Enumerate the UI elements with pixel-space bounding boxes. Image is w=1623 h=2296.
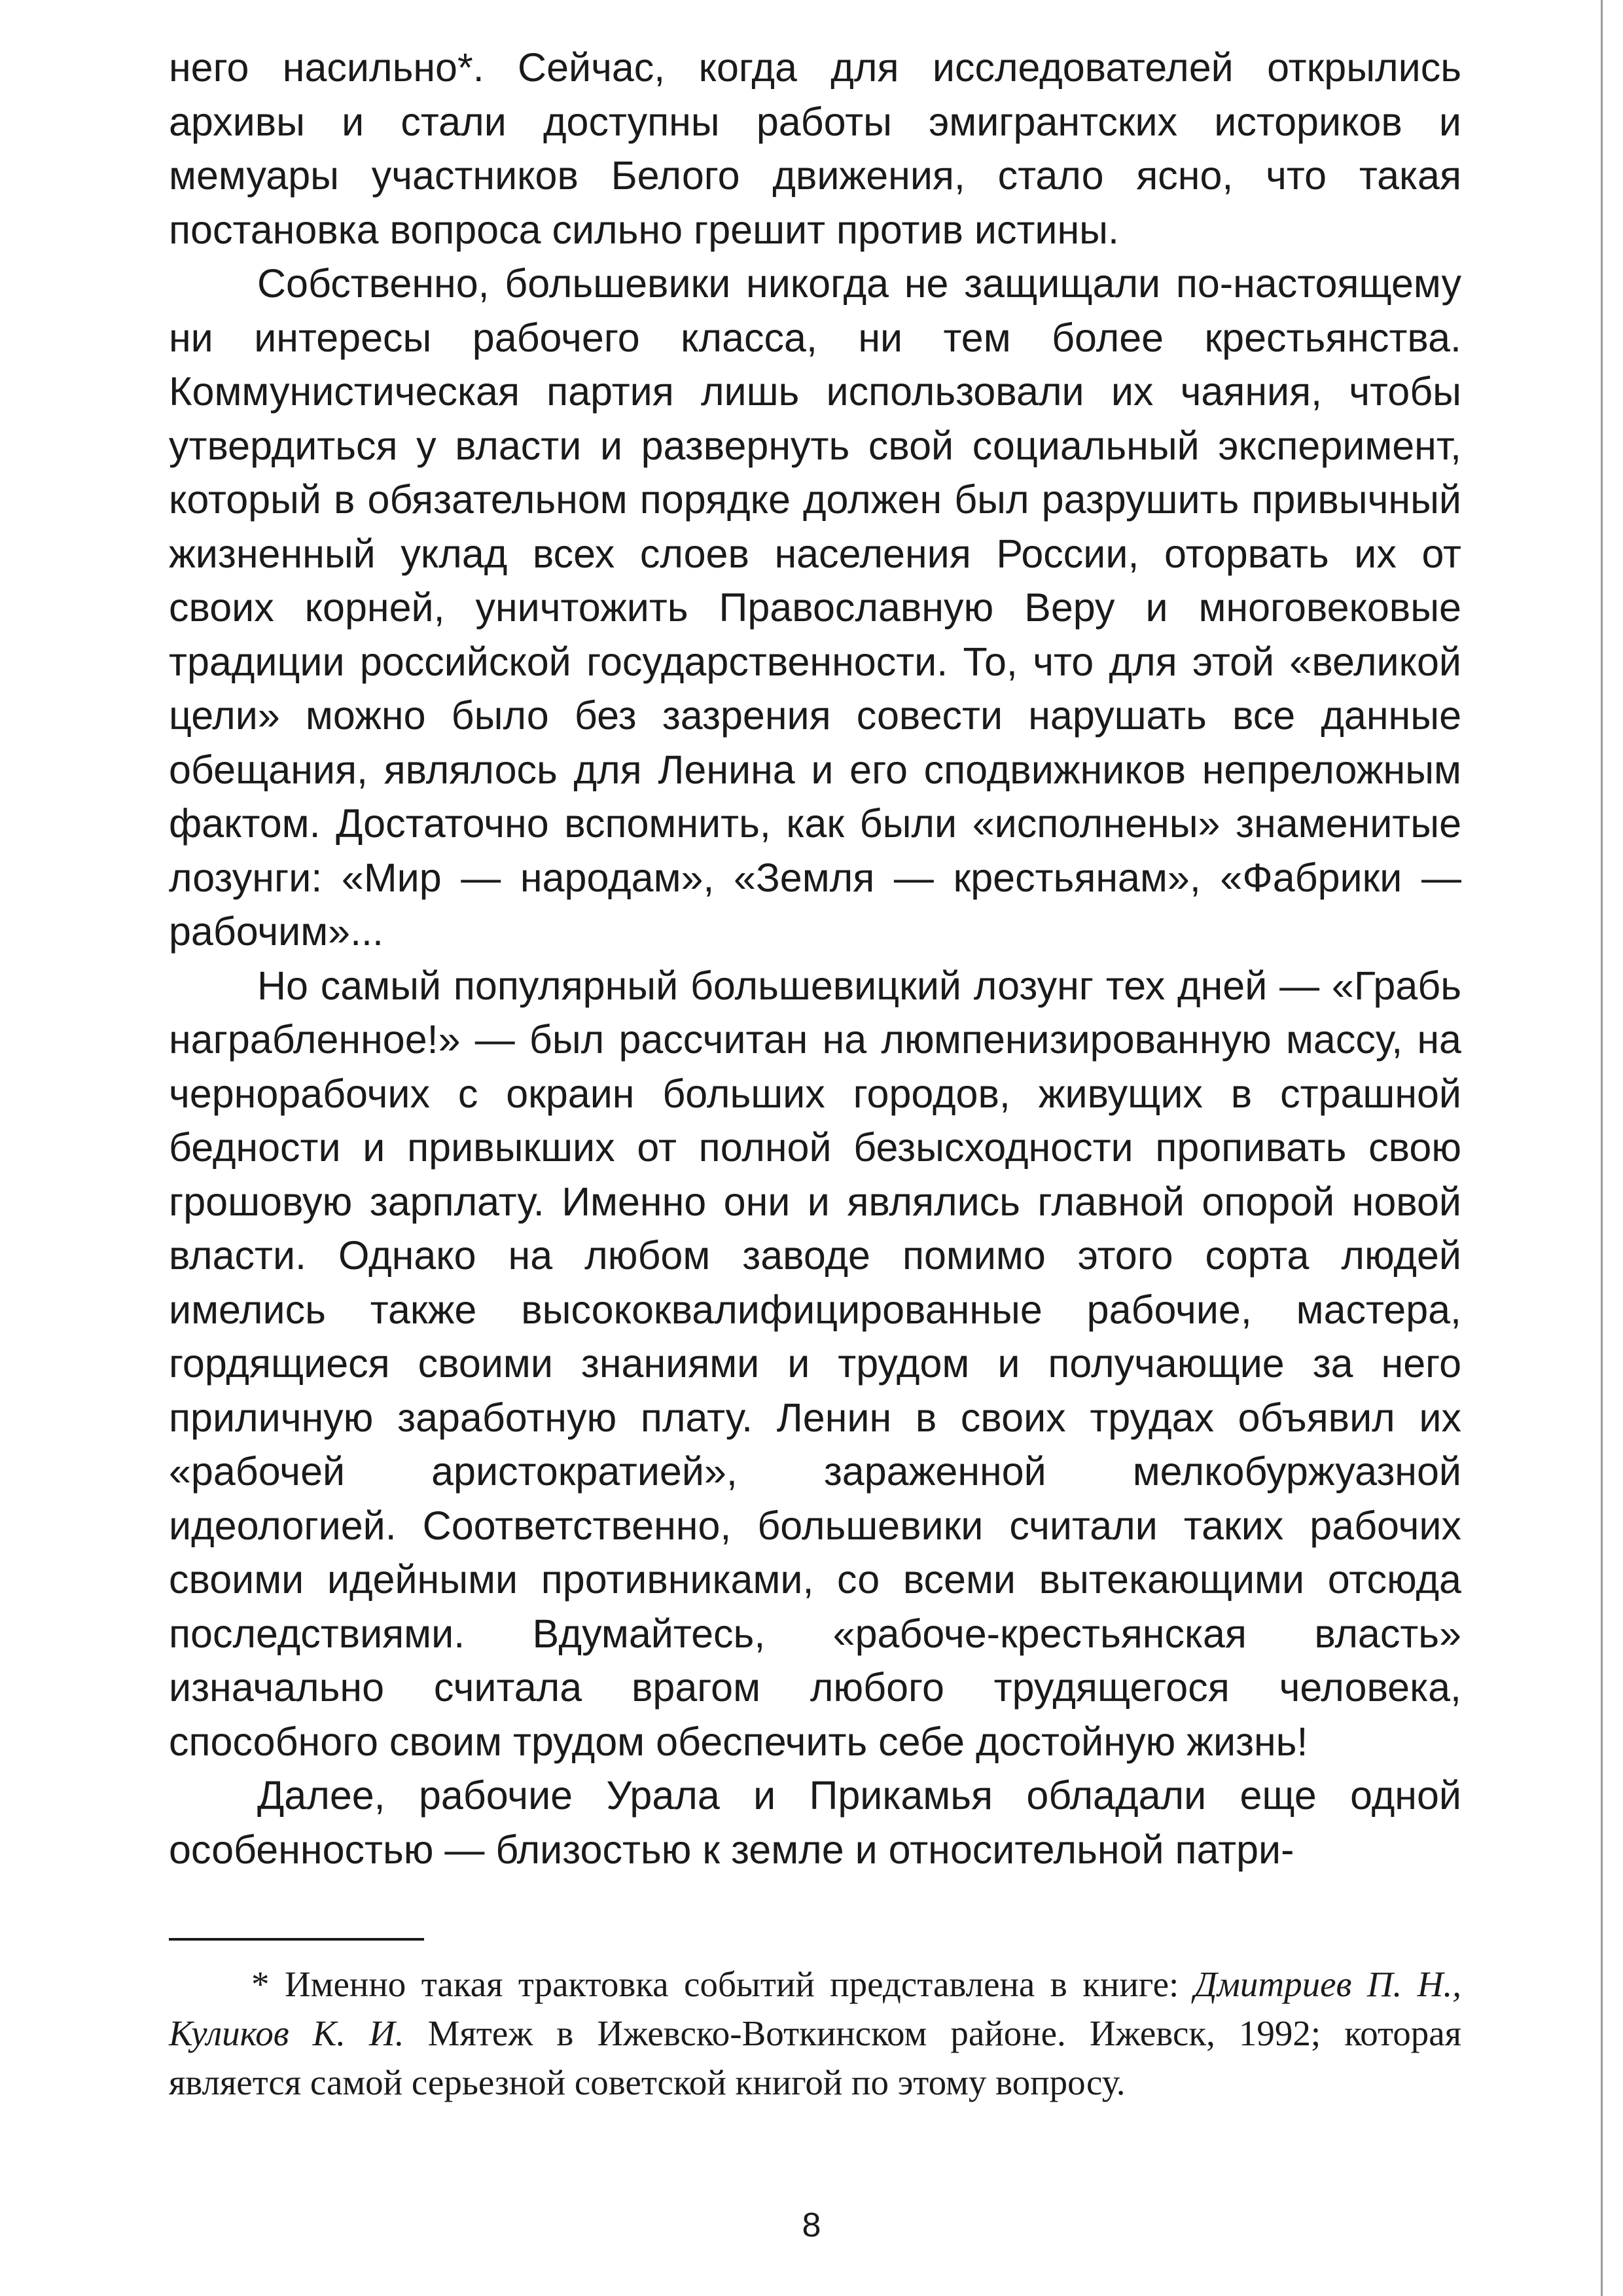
footnote	[169, 1960, 1461, 2107]
footnote-authors: Дмитриев П. Н., Куликов К. И.	[169, 1964, 1461, 2053]
footnote-separator	[169, 1938, 424, 1941]
footnote-rest: Мятеж в Ижевско-Воткинском районе. Ижевск, 1992; которая является самой серьезной советской книгой по этому вопросу.	[169, 2013, 1462, 2102]
paragraph-1: него насильно*. Сейчас, когда для исследователей открылись архивы и стали доступны работы эмигрантских историков и мемуары участников Белого движения, стало ясно, что такая постановка вопроса сильно грешит против истины.	[169, 45, 1461, 252]
paragraph-4: Далее, рабочие Урала и Прикамья обладали еще одной особенностью — близостью к земле и относительной патри-	[169, 1773, 1461, 1872]
paragraph-2: Собственно, большевики никогда не защищали по-настоящему ни интересы рабочего класса, ни тем более крестьянства. Коммунистическая партия лишь использовали их чаяния, чтобы утвердиться у власти и развернуть свой социальный эксперимент, который в обязательном порядке должен был разрушить привычный жизненный уклад всех слоев населения России, оторвать их от своих корней, уничтожить Православную Веру и многовековые традиции российской государственности. То, что для этой «великой цели» можно было без зазрения совести нарушать все данные обещания, являлось для Ленина и его сподвижников непреложным фактом. Достаточно вспомнить, как были «исполнены» знаменитые лозунги: «Мир — народам», «Земля — крестьянам», «Фабрики — рабочим»...	[169, 261, 1461, 954]
footnote-lead: * Именно такая трактовка событий представлена в книге:	[251, 1964, 1194, 2004]
paragraph-3: Но самый популярный большевицкий лозунг тех дней — «Грабь награбленное!» — был рассчитан на люмпенизированную массу, на чернорабочих с окраин больших городов, живущих в страшной бедности и привыкших от полной безысходности пропивать свою грошовую зарплату. Именно они и являлись главной опорой новой власти. Однако на любом заводе помимо этого сорта людей имелись также высококвалифицированные рабочие, мастера, гордящиеся своими знаниями и трудом и получающие за него приличную заработную плату. Ленин в своих трудах объявил их «рабочей аристократией», зараженной мелкобуржуазной идеологией. Соответственно, большевики считали таких рабочих своими идейными противниками, со всеми вытекающими отсюда последствиями. Вдумайтесь, «рабоче-крестьянская власть» изначально считала врагом любого трудящегося человека, способного своим трудом обеспечить себе достойную жизнь!	[169, 963, 1461, 1764]
page-number: 8	[802, 2206, 821, 2244]
body-text	[169, 41, 1461, 1876]
page-edge-line	[1601, 0, 1603, 2296]
